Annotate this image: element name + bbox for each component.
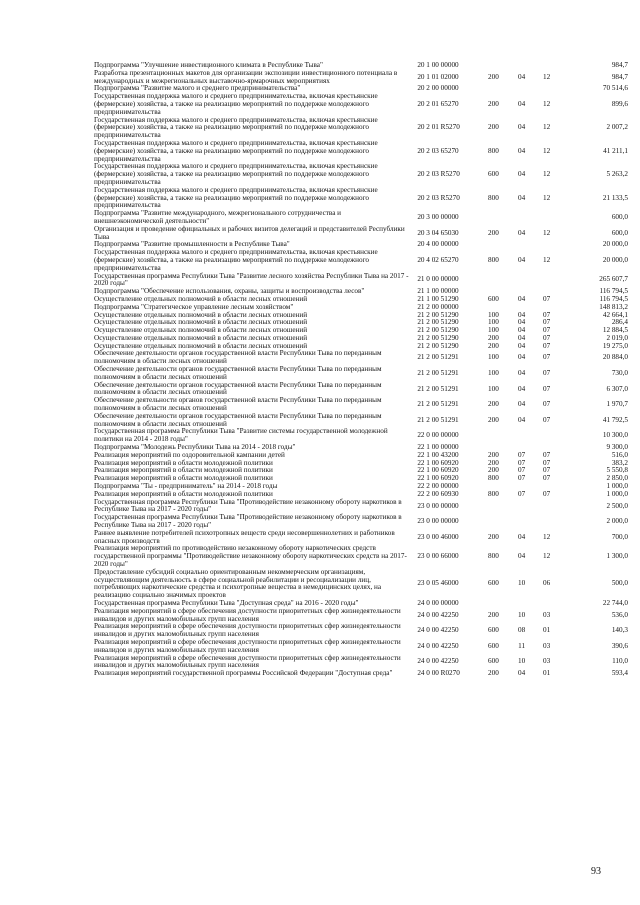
row-section-code: 10: [518, 610, 526, 619]
row-expense-type-code: 600: [488, 657, 499, 666]
row-expense-type-code: [478, 600, 509, 608]
row-expense-type-code: 100: [488, 353, 499, 362]
row-name: Государственная поддержка малого и среднего предпринимательства, включая крестьянские (фермерские) хозяйства, а также на реализацию мероприятий по поддержке молодежного предпринимательства: [94, 162, 378, 186]
row-section-code: 04: [518, 318, 526, 327]
row-name: Осуществление отдельных полномочий в области лесных отношений: [94, 294, 308, 303]
row-amount: 984,7: [611, 72, 628, 81]
row-amount: 42 664,1: [602, 310, 628, 319]
row-subsection-code: 07: [543, 474, 551, 483]
row-name: Реализация мероприятий по оздоровительной кампании детей: [94, 450, 285, 459]
row-expense-type-code: [478, 241, 509, 249]
row-amount: 5 550,8: [606, 466, 628, 475]
row-amount: 984,7: [611, 61, 628, 69]
table-row: [94, 273, 628, 289]
row-name: Государственная поддержка малого и среднего предпринимательства, включая крестьянские (фермерские) хозяйства, а также на реализацию мероприятий по поддержке молодежного предпринимательства: [94, 248, 378, 272]
row-section-code: 04: [518, 552, 526, 561]
row-subsection-code: 12: [543, 193, 551, 202]
row-section-code: 10: [518, 657, 526, 666]
row-target-article-code: 22 1 00 60920: [417, 466, 459, 475]
row-expense-type-code: 200: [488, 333, 499, 342]
table-row: [94, 670, 628, 678]
row-target-article-code: 20 1 01 02000: [417, 72, 459, 81]
table-row: [94, 545, 628, 568]
row-target-article-code: 21 2 00 00000: [417, 302, 459, 311]
row-name: Реализация мероприятий по противодействию незаконному обороту наркотических средств государственной программы "Противодействие незаконному обороту наркотических средств на 2017-2020 годы": [94, 544, 407, 568]
row-expense-type-code: [478, 210, 509, 226]
row-target-article-code: 24 0 00 42250: [417, 610, 459, 619]
row-expense-type-code: 200: [488, 458, 499, 467]
row-target-article-code: 23 0 00 66000: [417, 552, 459, 561]
row-section-code: 04: [518, 170, 526, 179]
row-name: Реализация мероприятий в области молодежной политики: [94, 489, 273, 498]
row-amount: 536,0: [611, 610, 628, 619]
row-section-code: [509, 428, 534, 444]
row-amount: 390,6: [611, 641, 628, 650]
row-section-code: 04: [518, 341, 526, 350]
row-amount: 41 211,1: [603, 146, 628, 155]
row-name: Подпрограмма "Развитие международного, межрегионального сотрудничества и внешнеэкономической деятельности": [94, 209, 342, 225]
row-expense-type-code: 100: [488, 384, 499, 393]
row-name: Реализация мероприятий в области молодежной политики: [94, 458, 273, 467]
row-expense-type-code: 100: [488, 368, 499, 377]
row-name: Разработка презентационных макетов для организации экспозиции инвестиционного потенциала в международных и межрегиональных выставочно-ярмарочных мероприятиях: [94, 68, 398, 85]
row-target-article-code: 24 0 00 42250: [417, 626, 459, 635]
row-subsection-code: 12: [543, 228, 551, 237]
row-amount: 20 000,0: [602, 255, 628, 264]
row-amount: 19 275,0: [602, 341, 628, 350]
row-amount: 1 000,0: [606, 482, 628, 491]
row-section-code: [509, 514, 534, 530]
row-section-code: 04: [518, 368, 526, 377]
row-target-article-code: 23 0 00 00000: [417, 517, 459, 526]
row-expense-type-code: 200: [488, 400, 499, 409]
table-row: [94, 639, 628, 655]
row-amount: 110,0: [612, 657, 628, 666]
row-subsection-code: [534, 428, 559, 444]
row-target-article-code: 21 2 00 51291: [417, 353, 459, 362]
row-target-article-code: 21 2 00 51290: [417, 318, 459, 327]
row-subsection-code: [534, 62, 559, 70]
row-target-article-code: 21 1 00 51290: [417, 294, 459, 303]
row-section-code: [509, 85, 534, 93]
row-amount: 5 263,2: [606, 170, 628, 179]
row-section-code: 04: [518, 310, 526, 319]
row-subsection-code: 07: [543, 466, 551, 475]
row-section-code: 04: [518, 326, 526, 335]
row-name: Государственная поддержка малого и среднего предпринимательства, включая крестьянские (фермерские) хозяйства, а также на реализацию мероприятий по поддержке молодежного предпринимательства: [94, 185, 378, 210]
row-section-code: 04: [518, 333, 526, 342]
row-target-article-code: 24 0 00 00000: [417, 598, 459, 607]
row-subsection-code: 07: [543, 458, 551, 467]
row-target-article-code: 20 3 04 65030: [417, 228, 459, 237]
row-name: Подпрограмма "Развитие промышленности в Республике Тыва": [94, 240, 290, 249]
row-expense-type-code: [478, 85, 509, 93]
row-name: Подпрограмма "Развитие малого и среднего предпринимательства": [94, 84, 301, 93]
row-name: Обеспечение деятельности органов государственной власти Республики Тыва по переданным полномочиям в области лесных отношений: [94, 365, 382, 381]
row-amount: 20 000,0: [602, 240, 628, 249]
table-row: [94, 499, 628, 515]
table-row: [94, 569, 628, 600]
row-amount: 140,3: [611, 626, 628, 635]
row-subsection-code: 03: [543, 641, 551, 650]
row-amount: 116 794,5: [599, 287, 628, 296]
row-expense-type-code: 600: [488, 579, 499, 588]
row-expense-type-code: 600: [488, 641, 499, 650]
row-target-article-code: 24 0 00 42250: [417, 657, 459, 666]
row-subsection-code: [534, 273, 559, 289]
row-subsection-code: 07: [543, 310, 551, 319]
table-row: [94, 382, 628, 398]
row-amount: 116 794,5: [599, 294, 628, 303]
row-name: Реализация мероприятий в сфере обеспечения доступности приоритетных сфер жизнедеятельности инвалидов и других маломобильных групп населения: [94, 606, 401, 623]
row-name: Осуществление отдельных полномочий в области лесных отношений: [94, 341, 308, 350]
row-section-code: 07: [518, 466, 526, 475]
row-amount: 2 850,0: [606, 474, 628, 483]
row-name: Раннее выявление потребителей психотропных веществ среди несовершеннолетних и работников опасных производств: [94, 528, 395, 545]
row-target-article-code: 21 2 00 51291: [417, 400, 459, 409]
row-expense-type-code: 200: [488, 123, 499, 132]
row-target-article-code: 20 1 00 00000: [417, 61, 459, 69]
row-expense-type-code: 800: [488, 193, 499, 202]
table-row: [94, 413, 628, 429]
row-subsection-code: 12: [543, 123, 551, 132]
row-amount: 9 300,0: [606, 443, 628, 452]
row-target-article-code: 20 2 03 R5270: [417, 193, 460, 202]
row-section-code: 04: [518, 228, 526, 237]
row-section-code: [509, 62, 534, 70]
row-name: Государственная программа Республики Тыва "Доступная среда" на 2016 - 2020 годы": [94, 598, 359, 607]
table-row: [94, 70, 628, 86]
row-name: Государственная программа Республики Тыва "Развитие лесного хозяйства Республики Тыва на 2017 - 2020 годы": [94, 271, 409, 288]
row-name: Осуществление отдельных полномочий в области лесных отношений: [94, 326, 308, 335]
row-amount: 41 792,5: [602, 415, 628, 424]
row-name: Реализация мероприятий в сфере обеспечения доступности приоритетных сфер жизнедеятельности инвалидов и других маломобильных групп населения: [94, 637, 401, 654]
row-target-article-code: 20 2 01 65270: [417, 99, 459, 108]
row-section-code: 10: [518, 579, 526, 588]
row-subsection-code: 07: [543, 415, 551, 424]
row-amount: 22 744,0: [602, 598, 628, 607]
row-expense-type-code: 800: [488, 255, 499, 264]
row-amount: 500,0: [611, 579, 628, 588]
row-subsection-code: 07: [543, 353, 551, 362]
table-row: [94, 530, 628, 546]
row-subsection-code: 07: [543, 318, 551, 327]
row-subsection-code: 07: [543, 333, 551, 342]
row-name: Государственная программа Республики Тыва "Развитие системы государственной молодежной политики на 2014 - 2018 годы": [94, 427, 388, 444]
row-amount: 70 514,6: [602, 84, 628, 93]
row-subsection-code: 12: [543, 72, 551, 81]
row-name: Подпрограмма "Стратегическое управление лесным хозяйством": [94, 302, 294, 311]
row-target-article-code: 21 2 00 51290: [417, 326, 459, 335]
row-target-article-code: 20 4 00 00000: [417, 240, 459, 249]
row-target-article-code: 20 2 03 65270: [417, 146, 459, 155]
row-name: Подпрограмма "Молодежь Республики Тыва на 2014 - 2018 годы": [94, 443, 296, 452]
row-amount: 2 019,0: [606, 333, 628, 342]
row-expense-type-code: [478, 499, 509, 515]
row-target-article-code: 24 0 00 42250: [417, 641, 459, 650]
row-amount: 383,2: [611, 458, 628, 467]
row-subsection-code: 12: [543, 99, 551, 108]
table-row: [94, 514, 628, 530]
budget-table-body: [94, 62, 628, 678]
row-expense-type-code: 200: [488, 341, 499, 350]
row-subsection-code: 03: [543, 610, 551, 619]
table-row: [94, 397, 628, 413]
row-expense-type-code: 100: [488, 318, 499, 327]
row-section-code: 08: [518, 626, 526, 635]
row-amount: 2 500,0: [606, 501, 628, 510]
budget-table: [94, 62, 628, 678]
row-target-article-code: 21 2 00 51290: [417, 341, 459, 350]
row-name: Государственная программа Республики Тыва "Противодействие незаконному обороту наркотиков в Республике Тыва на 2017 - 2020 годы": [94, 497, 402, 514]
row-target-article-code: 20 2 00 00000: [417, 84, 459, 93]
row-expense-type-code: 100: [488, 310, 499, 319]
row-amount: 6 307,0: [606, 384, 628, 393]
row-section-code: 04: [518, 669, 526, 678]
table-row: [94, 187, 628, 210]
row-target-article-code: 22 1 00 00000: [417, 443, 459, 452]
row-amount: 265 607,7: [599, 275, 628, 284]
row-name: Предоставление субсидий социально ориентированным некоммерческим организациям, осуществляющим деятельность в сфере социальной реабилитации и ресоциализации лиц, потребляющих наркотические средства и психотропные вещества в немедицинских целях, на реализацию социально значимых проектов: [94, 567, 382, 600]
row-subsection-code: 07: [543, 384, 551, 393]
table-row: [94, 226, 628, 242]
table-row: [94, 249, 628, 272]
row-amount: 600,0: [611, 213, 628, 222]
table-row: [94, 366, 628, 382]
row-expense-type-code: [478, 428, 509, 444]
row-amount: 2 007,2: [606, 123, 628, 132]
row-section-code: 07: [518, 474, 526, 483]
row-expense-type-code: 200: [488, 72, 499, 81]
row-section-code: 04: [518, 255, 526, 264]
row-section-code: [509, 273, 534, 289]
row-section-code: 04: [518, 99, 526, 108]
row-section-code: 04: [518, 532, 526, 541]
row-expense-type-code: 800: [488, 552, 499, 561]
row-expense-type-code: 200: [488, 610, 499, 619]
row-expense-type-code: 200: [488, 669, 499, 678]
table-row: [94, 428, 628, 444]
row-subsection-code: 12: [543, 146, 551, 155]
row-subsection-code: [534, 85, 559, 93]
row-name: Государственная поддержка малого и среднего предпринимательства, включая крестьянские (фермерские) хозяйства, а также на реализацию мероприятий по поддержке молодежного предпринимательства: [94, 115, 378, 140]
row-name: Осуществление отдельных полномочий в области лесных отношений: [94, 318, 308, 327]
row-name: Реализация мероприятий в сфере обеспечения доступности приоритетных сфер жизнедеятельности инвалидов и других маломобильных групп населения: [94, 653, 401, 670]
row-subsection-code: [534, 499, 559, 515]
row-expense-type-code: [478, 514, 509, 530]
row-target-article-code: 20 4 02 65270: [417, 255, 459, 264]
row-amount: 593,4: [611, 669, 628, 678]
row-name: Осуществление отдельных полномочий в области лесных отношений: [94, 333, 308, 342]
row-section-code: 04: [518, 384, 526, 393]
row-subsection-code: 01: [543, 626, 551, 635]
row-name: Реализация мероприятий в области молодежной политики: [94, 474, 273, 483]
row-expense-type-code: 100: [488, 326, 499, 335]
row-section-code: 04: [518, 400, 526, 409]
row-section-code: [509, 499, 534, 515]
row-amount: 730,0: [611, 368, 628, 377]
row-section-code: 04: [518, 415, 526, 424]
table-row: [94, 163, 628, 186]
row-amount: 899,6: [611, 99, 628, 108]
row-name: Обеспечение деятельности органов государственной власти Республики Тыва по переданным полномочиям в области лесных отношений: [94, 396, 382, 413]
row-section-code: 07: [518, 450, 526, 459]
row-amount: 2 000,0: [606, 517, 628, 526]
row-expense-type-code: [478, 62, 509, 70]
row-subsection-code: 01: [543, 669, 551, 678]
row-target-article-code: 21 2 00 51290: [417, 310, 459, 319]
row-expense-type-code: 600: [488, 170, 499, 179]
row-name: Реализация мероприятий в сфере обеспечения доступности приоритетных сфер жизнедеятельности инвалидов и других маломобильных групп населения: [94, 622, 401, 639]
row-subsection-code: 07: [543, 450, 551, 459]
row-subsection-code: [534, 241, 559, 249]
row-section-code: 04: [518, 353, 526, 362]
row-name: Государственная программа Республики Тыва "Противодействие незаконному обороту наркотиков в Республике Тыва на 2017 - 2020 годы": [94, 513, 402, 530]
row-name: Обеспечение деятельности органов государственной власти Республики Тыва по переданным полномочиям в области лесных отношений: [94, 349, 382, 366]
row-expense-type-code: 200: [488, 532, 499, 541]
row-expense-type-code: 800: [488, 474, 499, 483]
row-target-article-code: 24 0 00 R0270: [417, 669, 460, 678]
row-section-code: 07: [518, 458, 526, 467]
row-target-article-code: 22 2 00 00000: [417, 482, 459, 491]
row-target-article-code: 23 0 00 46000: [417, 532, 459, 541]
row-section-code: 04: [518, 294, 526, 303]
row-section-code: 04: [518, 123, 526, 132]
row-amount: 21 133,5: [602, 193, 628, 202]
row-subsection-code: 07: [543, 489, 551, 498]
row-amount: 286,4: [611, 318, 628, 327]
row-amount: 1 300,0: [606, 552, 628, 561]
row-name: Обеспечение деятельности органов государственной власти Республики Тыва по переданным полномочиям в области лесных отношений: [94, 411, 382, 428]
row-expense-type-code: 200: [488, 466, 499, 475]
row-expense-type-code: 200: [488, 99, 499, 108]
row-target-article-code: 20 3 00 00000: [417, 213, 459, 222]
table-row: [94, 623, 628, 639]
row-target-article-code: 21 0 00 00000: [417, 275, 459, 284]
row-name: Обеспечение деятельности органов государственной власти Республики Тыва по переданным полномочиям в области лесных отношений: [94, 380, 382, 397]
row-expense-type-code: 800: [488, 489, 499, 498]
table-row: [94, 117, 628, 140]
row-target-article-code: 22 1 00 43200: [417, 450, 459, 459]
row-name: Подпрограмма "Обеспечение использования, охраны, защиты и воспроизводства лесов": [94, 287, 365, 296]
row-subsection-code: [534, 514, 559, 530]
row-subsection-code: 07: [543, 326, 551, 335]
row-amount: 1 970,7: [606, 400, 628, 409]
table-row: [94, 608, 628, 624]
row-subsection-code: [534, 600, 559, 608]
row-section-code: 11: [518, 641, 526, 650]
row-subsection-code: 07: [543, 341, 551, 350]
row-expense-type-code: 200: [488, 228, 499, 237]
row-name: Реализация мероприятий в области молодежной политики: [94, 466, 273, 475]
row-section-code: 04: [518, 72, 526, 81]
row-name: Государственная поддержка малого и среднего предпринимательства, включая крестьянские (фермерские) хозяйства, а также на реализацию мероприятий по поддержке молодежного предпринимательства: [94, 138, 378, 163]
row-section-code: [509, 210, 534, 226]
row-subsection-code: [534, 210, 559, 226]
row-subsection-code: 06: [543, 579, 551, 588]
row-subsection-code: 07: [543, 294, 551, 303]
row-target-article-code: 21 2 00 51291: [417, 384, 459, 393]
row-subsection-code: 07: [543, 400, 551, 409]
row-expense-type-code: 200: [488, 415, 499, 424]
row-subsection-code: 07: [543, 368, 551, 377]
row-amount: 20 884,0: [602, 353, 628, 362]
row-target-article-code: 20 2 03 R5270: [417, 170, 460, 179]
row-expense-type-code: 600: [488, 626, 499, 635]
row-subsection-code: 12: [543, 532, 551, 541]
row-name: Организация и проведение официальных и рабочих визитов делегаций и представителей Республики Тыва: [94, 224, 405, 241]
row-name: Подпрограмма "Улучшение инвестиционного климата в Республике Тыва": [94, 61, 323, 69]
row-target-article-code: 22 1 00 60920: [417, 474, 459, 483]
row-target-article-code: 21 2 00 51291: [417, 368, 459, 377]
row-section-code: 04: [518, 146, 526, 155]
row-subsection-code: 12: [543, 170, 551, 179]
row-target-article-code: 21 1 00 00000: [417, 287, 459, 296]
row-subsection-code: 12: [543, 552, 551, 561]
row-target-article-code: 22 2 00 60930: [417, 489, 459, 498]
row-section-code: 07: [518, 489, 526, 498]
row-name: Подпрограмма "Ты - предприниматель" на 2014 - 2018 годы: [94, 482, 278, 491]
row-expense-type-code: [478, 273, 509, 289]
row-target-article-code: 20 2 01 R5270: [417, 123, 460, 132]
row-amount: 516,0: [611, 450, 628, 459]
row-amount: 600,0: [611, 228, 628, 237]
table-row: [94, 655, 628, 671]
row-target-article-code: 21 2 00 51290: [417, 333, 459, 342]
row-section-code: [509, 600, 534, 608]
row-target-article-code: 22 1 00 60920: [417, 458, 459, 467]
row-subsection-code: 03: [543, 657, 551, 666]
row-target-article-code: 23 0 05 46000: [417, 579, 459, 588]
table-row: [94, 350, 628, 366]
row-expense-type-code: 600: [488, 294, 499, 303]
row-name: Осуществление отдельных полномочий в области лесных отношений: [94, 310, 308, 319]
page-number: 93: [591, 866, 601, 877]
table-row: [94, 93, 628, 116]
row-subsection-code: 12: [543, 255, 551, 264]
row-amount: 12 884,5: [602, 326, 628, 335]
row-amount: 148 813,2: [599, 302, 628, 311]
row-name: Государственная поддержка малого и среднего предпринимательства, включая крестьянские (фермерские) хозяйства, а также на реализацию мероприятий по поддержке молодежного предпринимательства: [94, 92, 378, 116]
table-row: [94, 210, 628, 226]
row-target-article-code: 22 0 00 00000: [417, 431, 459, 440]
row-expense-type-code: 800: [488, 146, 499, 155]
row-target-article-code: 23 0 00 00000: [417, 501, 459, 510]
row-target-article-code: 21 2 00 51291: [417, 415, 459, 424]
row-section-code: 04: [518, 193, 526, 202]
row-amount: 1 000,0: [606, 489, 628, 498]
row-expense-type-code: 200: [488, 450, 499, 459]
row-amount: 10 300,0: [602, 431, 628, 440]
row-section-code: [509, 241, 534, 249]
row-amount: 700,0: [611, 532, 628, 541]
table-row: [94, 140, 628, 163]
row-name: Реализация мероприятий государственной программы Российской Федерации "Доступная среда": [94, 669, 393, 678]
